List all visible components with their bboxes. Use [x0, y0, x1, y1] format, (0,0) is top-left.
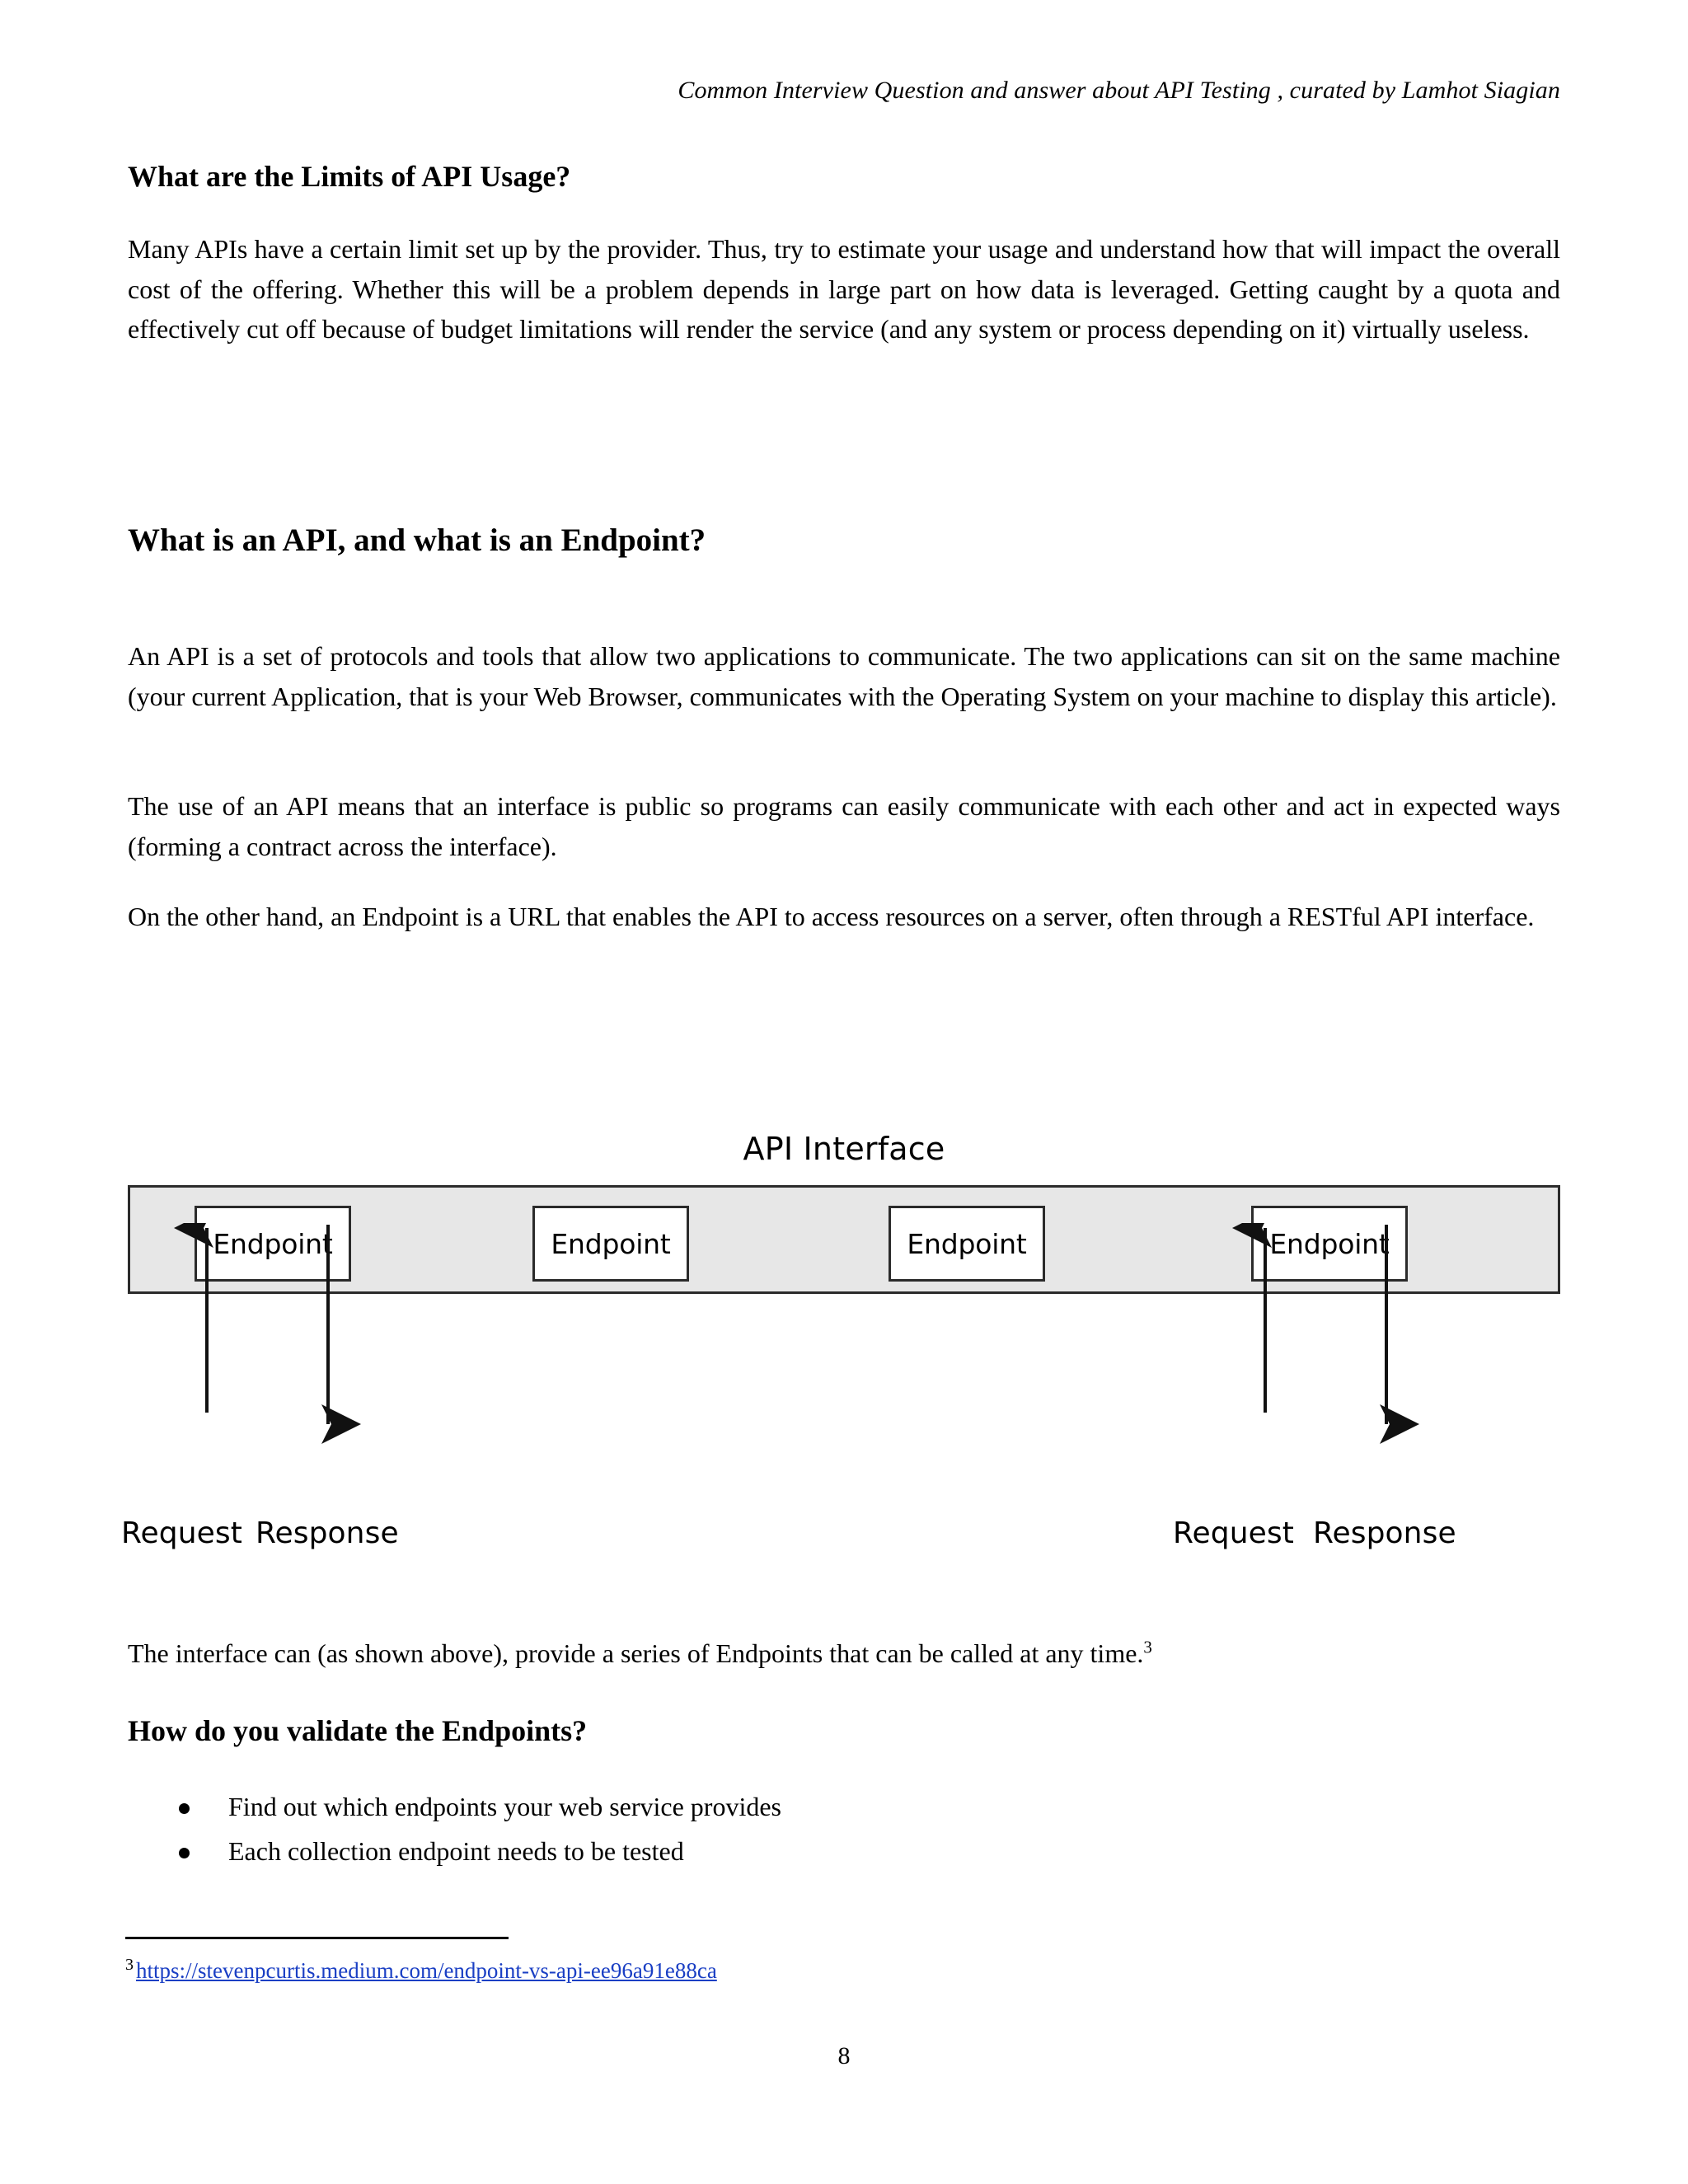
running-header-text: Common Interview Question and answer about API Testing , curated by Lamhot Siagian: [678, 77, 1560, 104]
bullet-dot-icon: [179, 1803, 190, 1814]
section-heading-validate: How do you validate the Endpoints?: [128, 1714, 588, 1747]
flow-label-response-right: Response: [1313, 1516, 1456, 1550]
paragraph-api-1: An API is a set of protocols and tools that allow two applications to communicate. The two applications can sit on the same machine (your current Application, that is your Web Browser, communicates with the Operating System on your machine to display this article).: [128, 641, 1560, 711]
endpoint-label: Endpoint: [907, 1227, 1027, 1260]
diagram-title: API Interface: [743, 1131, 945, 1167]
endpoint-label: Endpoint: [213, 1227, 333, 1260]
endpoint-label: Endpoint: [551, 1227, 671, 1260]
list-item: [128, 1787, 1447, 1828]
page-number: 8: [837, 2042, 851, 2069]
section-heading-api-endpoint: What is an API, and what is an Endpoint?: [128, 523, 706, 558]
diagram-flow-labels: [121, 1516, 1560, 1571]
flow-label-response-left: Response: [256, 1516, 399, 1550]
footnote-reference[interactable]: 3: [1143, 1637, 1152, 1657]
endpoint-box-4: [1251, 1206, 1408, 1282]
api-interface-diagram: [121, 1131, 1560, 1571]
footnote-area: [125, 1937, 1362, 1987]
validate-bullet-list: [128, 1787, 1447, 1872]
section-heading-limits: What are the Limits of API Usage?: [128, 160, 571, 193]
validate-bullet-list-wrapper: [128, 1787, 1447, 1876]
flow-label-request-left: Request: [121, 1516, 242, 1550]
footnote-separator-rule: [125, 1937, 509, 1939]
bullet-dot-icon: [179, 1848, 190, 1858]
list-item-text: Each collection endpoint needs to be tested: [228, 1835, 684, 1866]
running-header: [128, 76, 1560, 105]
flow-label-request-right: Request: [1173, 1516, 1294, 1550]
footnote-number: 3: [125, 1956, 134, 1974]
list-item: [128, 1831, 1447, 1872]
list-item-text: Find out which endpoints your web service provides: [228, 1792, 781, 1821]
diagram-caption-text: The interface can (as shown above), provide a series of Endpoints that can be called at any time.: [128, 1638, 1144, 1668]
paragraph-api-3: On the other hand, an Endpoint is a URL that enables the API to access resources on a server, often through a RESTful API interface.: [128, 902, 1535, 931]
endpoint-box-2: [532, 1206, 689, 1282]
footnote-entry: [125, 1956, 1362, 1987]
paragraph-limits: Many APIs have a certain limit set up by the provider. Thus, try to estimate your usage and understand how that will impact the overall cost of the offering. Whether this will be a problem depends in large part on how data is leveraged. Getting caught by a quota and effectively cut off because of budget limitations will render the service (and any system or process depending on it) virtually useless.: [128, 234, 1560, 344]
endpoint-box-1: [195, 1206, 351, 1282]
paragraph-api-2: The use of an API means that an interface is public so programs can easily communicate with each other and act in expected ways (forming a contract across the interface).: [128, 791, 1560, 861]
footnote-link[interactable]: https://stevenpcurtis.medium.com/endpoint-vs-api-ee96a91e88ca: [136, 1958, 717, 1983]
endpoint-box-3: [889, 1206, 1045, 1282]
diagram-caption: [128, 1633, 1560, 1674]
api-interface-band: [128, 1185, 1560, 1294]
endpoint-label: Endpoint: [1269, 1227, 1390, 1260]
